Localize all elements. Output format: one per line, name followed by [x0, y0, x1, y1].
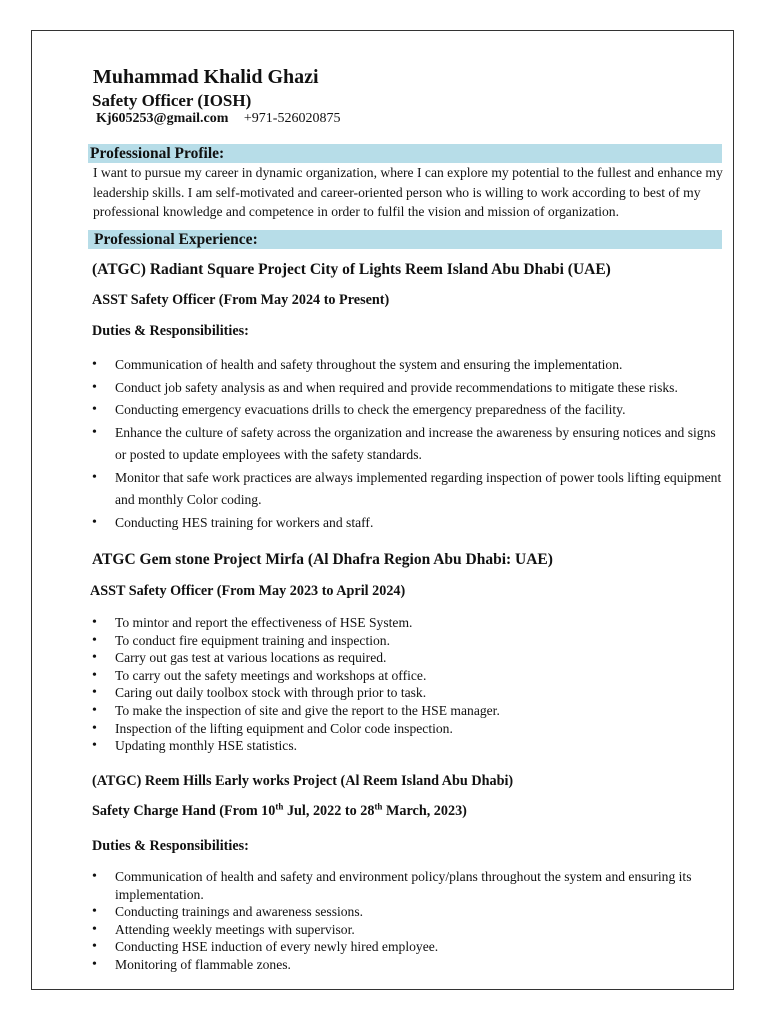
list-item: • To carry out the safety meetings and workshops at office.	[92, 667, 722, 685]
job-1-role: ASST Safety Officer (From May 2024 to Present)	[92, 292, 390, 308]
list-item: • To conduct fire equipment training and inspection.	[92, 632, 722, 650]
list-item: • Monitor that safe work practices are always implemented regarding inspection of power tools lifting equipment and monthly Color coding.	[92, 467, 722, 512]
job-3-role-suffix: March, 2023)	[382, 803, 467, 819]
job-2-project: ATGC Gem stone Project Mirfa (Al Dhafra Region Abu Dhabi: UAE)	[92, 551, 553, 568]
job-3-role-sup1: th	[275, 801, 284, 812]
email-text: Kj605253@gmail.com	[96, 111, 229, 126]
job-1-project: (ATGC) Radiant Square Project City of Lights Reem Island Abu Dhabi (UAE)	[92, 261, 611, 278]
list-item: • To make the inspection of site and give the report to the HSE manager.	[92, 702, 722, 720]
job-3-role-sup2: th	[374, 801, 383, 812]
list-item: • Inspection of the lifting equipment and Color code inspection.	[92, 720, 722, 738]
contact-line	[96, 111, 340, 127]
list-item: • Caring out daily toolbox stock with through prior to task.	[92, 684, 722, 702]
job-2-duties-list	[92, 614, 722, 755]
list-item: • Conducting trainings and awareness sessions.	[92, 903, 722, 921]
job-1-duties-list	[92, 354, 722, 534]
list-item: • Conduct job safety analysis as and when required and provide recommendations to mitigate these risks.	[92, 377, 722, 400]
profile-paragraph: I want to pursue my career in dynamic organization, where I can explore my potential to the fullest and enhance my leadership skills. I am self-motivated and career-oriented person who is willing to work according to best of my professional knowledge and competence in order to fulfil the vision and mission of organization.	[93, 165, 723, 219]
list-item: • Enhance the culture of safety across the organization and increase the awareness by ensuring notices and signs or posted to update employees with the safety standards.	[92, 422, 722, 467]
list-item: • To mintor and report the effectiveness of HSE System.	[92, 614, 722, 632]
list-item: • Monitoring of flammable zones.	[92, 956, 722, 974]
phone-text: +971-526020875	[243, 111, 341, 126]
candidate-title: Safety Officer (IOSH)	[92, 91, 252, 110]
list-item: • Conducting HSE induction of every newly hired employee.	[92, 938, 722, 956]
list-item: • Communication of health and safety and environment policy/plans throughout the system and ensuring its implementation.	[92, 868, 722, 903]
list-item: • Conducting emergency evacuations drills to check the emergency preparedness of the facility.	[92, 399, 722, 422]
list-item: • Communication of health and safety throughout the system and ensuring the implementation.	[92, 354, 722, 377]
job-2-role: ASST Safety Officer (From May 2023 to April 2024)	[90, 583, 406, 599]
section-heading-profile: Professional Profile:	[88, 144, 722, 163]
job-3-duties-heading: Duties & Responsibilities:	[92, 838, 249, 854]
section-heading-experience: Professional Experience:	[88, 230, 722, 249]
job-1-duties-heading: Duties & Responsibilities:	[92, 323, 249, 339]
list-item: • Updating monthly HSE statistics.	[92, 737, 722, 755]
list-item: • Conducting HES training for workers and staff.	[92, 512, 722, 535]
list-item: • Attending weekly meetings with supervisor.	[92, 921, 722, 939]
job-3-role-middle: Jul, 2022 to 28	[283, 803, 375, 819]
job-3-role-prefix: Safety Charge Hand (From 10	[92, 803, 276, 819]
job-3-duties-list	[92, 868, 722, 974]
job-3-project: (ATGC) Reem Hills Early works Project (Al Reem Island Abu Dhabi)	[92, 773, 514, 789]
candidate-name: Muhammad Khalid Ghazi	[93, 66, 319, 88]
list-item: • Carry out gas test at various locations as required.	[92, 649, 722, 667]
job-3-role	[92, 803, 467, 820]
